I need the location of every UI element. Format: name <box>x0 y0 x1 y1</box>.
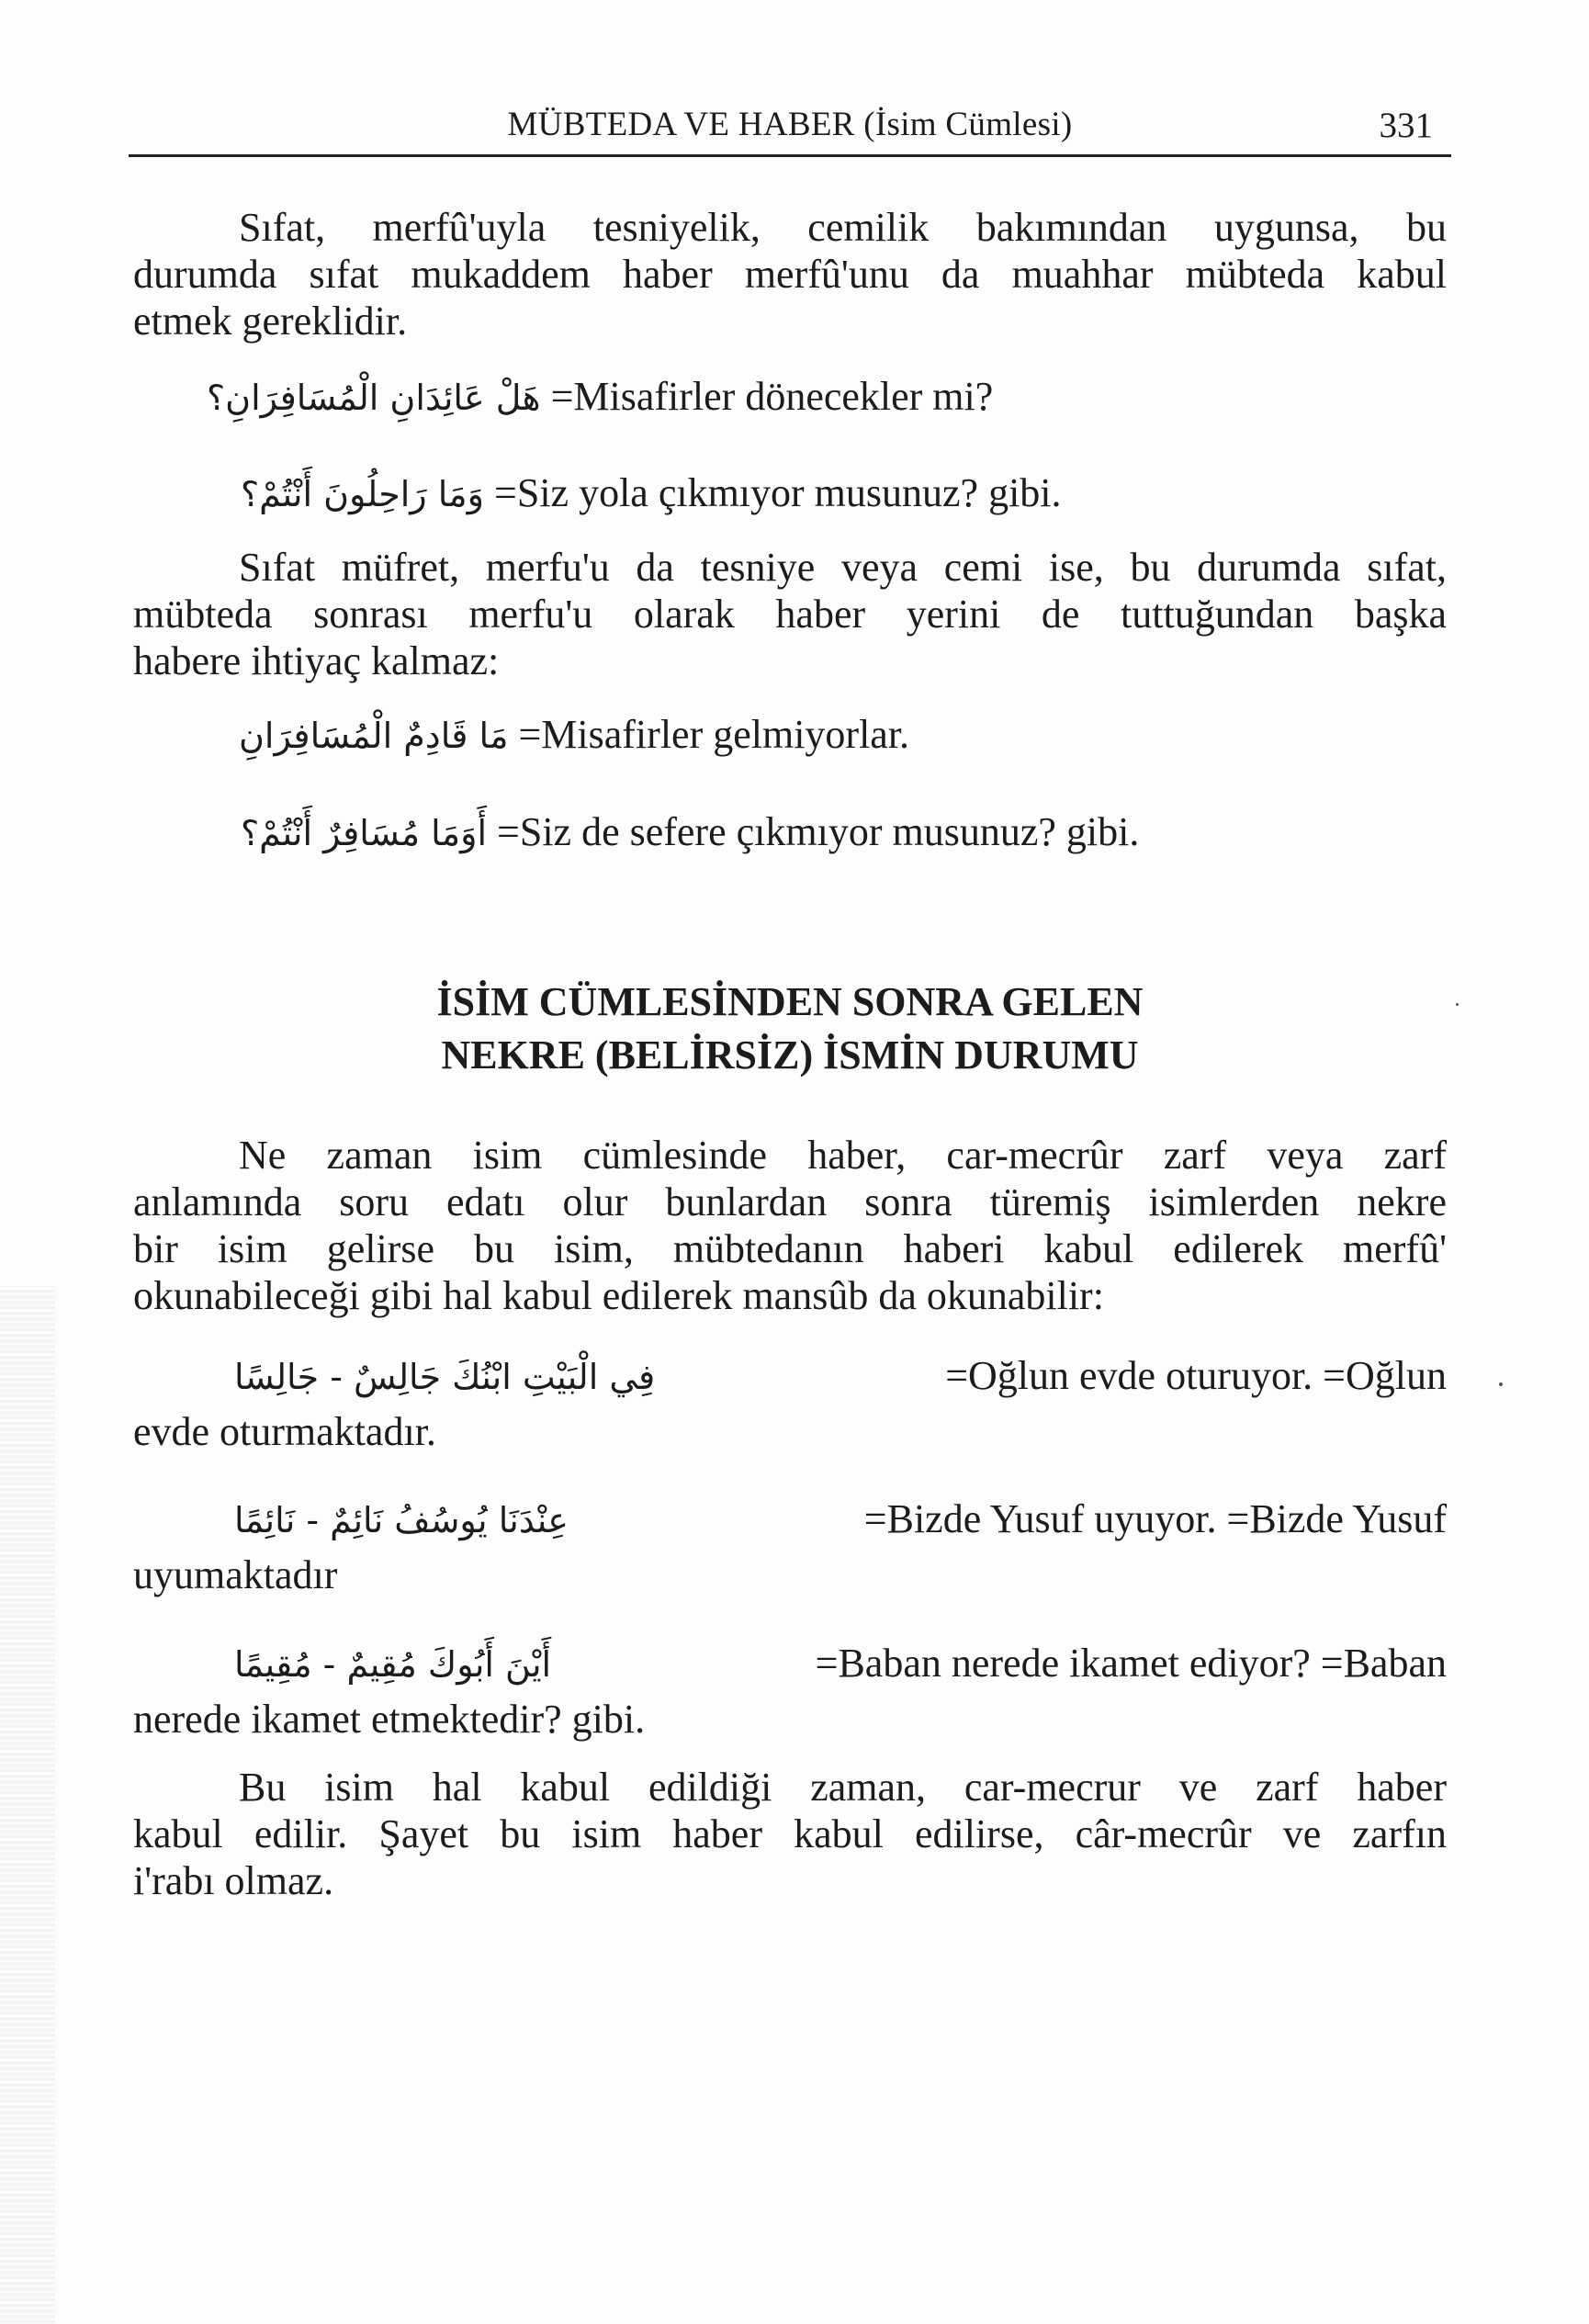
example-translation: =Misafirler gelmiyorlar. <box>518 712 910 757</box>
example-translation: =Siz de sefere çıkmıyor musunuz? gibi. <box>497 809 1140 854</box>
paragraph-line: anlamında soru edatı olur bunlardan sonra türemiş isimlerden nekre <box>133 1179 1447 1224</box>
paragraph-line: Sıfat, merfû'uyla tesniyelik, cemilik bakımından uygunsa, bu <box>239 205 1447 250</box>
example-continuation: nerede ikamet etmektedir? gibi. <box>133 1697 646 1742</box>
heading-line-2: NEKRE (BELİRSİZ) İSMİN DURUMU <box>441 1032 1139 1077</box>
example-translation: =Bizde Yusuf uyuyor. =Bizde Yusuf <box>863 1496 1447 1541</box>
example-line-7 <box>133 1640 1447 1743</box>
arabic-example: مَا قَادِمٌ الْمُسَافِرَانِ <box>239 716 509 756</box>
example-line-5 <box>133 1352 1447 1455</box>
paragraph-line: Sıfat müfret, merfu'u da tesniye veya cemi ise, bu durumda sıfat, <box>239 545 1447 590</box>
paragraph-2 <box>133 544 1447 684</box>
example-line-3 <box>239 707 909 763</box>
arabic-example: أَوَمَا مُسَافِرٌ أَنْتُمْ؟ <box>241 813 488 853</box>
example-translation: =Oğlun evde oturuyor. =Oğlun <box>945 1353 1447 1398</box>
example-line-4 <box>241 805 1139 861</box>
paragraph-line: i'rabı olmaz. <box>133 1858 334 1903</box>
arabic-example: أَيْنَ أَبُوكَ مُقِيمٌ - مُقِيمًا <box>234 1644 552 1685</box>
scan-edge-texture <box>0 1286 55 2324</box>
paragraph-line: mübteda sonrası merfu'u olarak haber yerini de tuttuğundan başka <box>133 592 1447 637</box>
paragraph-line: Bu isim hal kabul edildiği zaman, car-mecrur ve zarf haber <box>239 1765 1447 1810</box>
example-continuation: uyumaktadır <box>133 1552 338 1597</box>
page-header <box>129 99 1451 157</box>
paragraph-line: etmek gereklidir. <box>133 299 408 344</box>
example-translation: =Siz yola çıkmıyor musunuz? gibi. <box>494 470 1062 515</box>
example-continuation: evde oturmaktadır. <box>133 1409 436 1454</box>
scan-speck <box>1499 1382 1503 1386</box>
paragraph-line: Ne zaman isim cümlesinde haber, car-mecrûr zarf veya zarf <box>239 1133 1447 1178</box>
example-line-2 <box>241 466 1062 522</box>
paragraph-line: kabul edilir. Şayet bu isim haber kabul edilirse, câr-mecrûr ve zarfın <box>133 1811 1447 1856</box>
paragraph-line: bir isim gelirse bu isim, mübtedanın haberi kabul edilerek merfû' <box>133 1226 1447 1271</box>
paragraph-1 <box>133 204 1447 344</box>
example-translation: =Misafirler dönecekler mi? <box>550 374 994 419</box>
heading-line-1: İSİM CÜMLESİNDEN SONRA GELEN <box>436 979 1144 1024</box>
arabic-example: وَمَا رَاحِلُونَ أَنْتُمْ؟ <box>241 474 485 514</box>
arabic-example: فِي الْبَيْتِ ابْنُكَ جَالِسٌ - جَالِسًا <box>234 1357 656 1397</box>
section-heading <box>133 976 1447 1082</box>
arabic-example: عِنْدَنَا يُوسُفُ نَائِمٌ - نَائِمًا <box>234 1500 569 1540</box>
page-number: 331 <box>1379 106 1433 145</box>
example-line-6 <box>133 1495 1447 1598</box>
arabic-example: هَلْ عَائِدَانِ الْمُسَافِرَانِ؟ <box>207 378 541 418</box>
scan-speck <box>1456 1003 1459 1006</box>
paragraph-line: habere ihtiyaç kalmaz: <box>133 638 500 683</box>
paragraph-4 <box>133 1764 1447 1904</box>
example-line-1 <box>207 369 993 425</box>
paragraph-3 <box>133 1132 1447 1319</box>
example-translation: =Baban nerede ikamet ediyor? =Baban <box>815 1641 1447 1686</box>
running-title: MÜBTEDA VE HABER (İsim Cümlesi) <box>507 106 1073 143</box>
paragraph-line: okunabileceği gibi hal kabul edilerek mansûb da okunabilir: <box>133 1273 1104 1318</box>
paragraph-line: durumda sıfat mukaddem haber merfû'unu da muahhar mübteda kabul <box>133 252 1447 297</box>
